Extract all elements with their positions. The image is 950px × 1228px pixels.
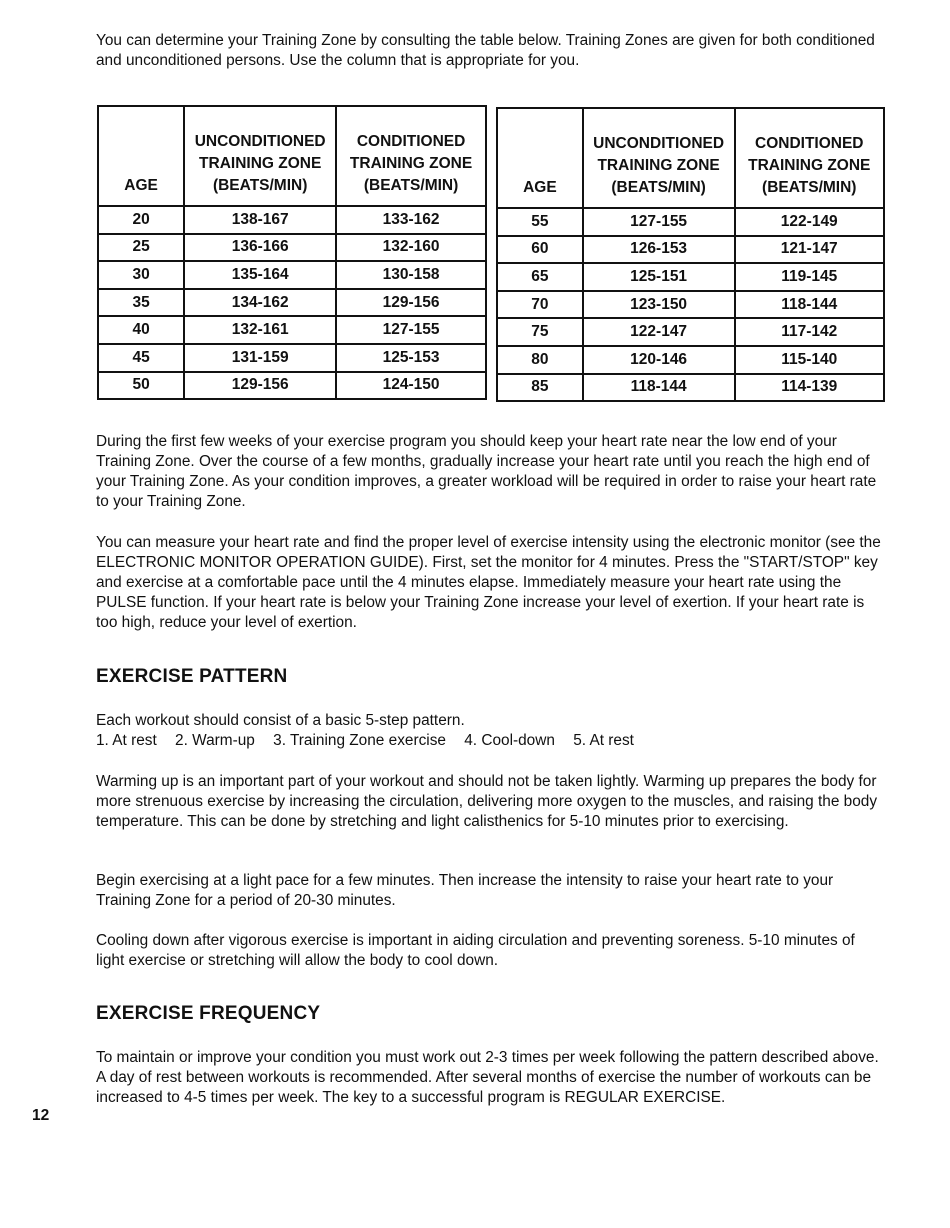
unconditioned-cell: 127-155 <box>583 208 735 236</box>
age-header: AGE <box>98 106 184 206</box>
conditioned-cell: 119-145 <box>735 263 885 291</box>
table-row <box>497 318 884 346</box>
unconditioned-cell: 118-144 <box>583 374 735 402</box>
conditioned-header: CONDITIONED TRAINING ZONE (BEATS/MIN) <box>336 106 486 206</box>
age-cell: 65 <box>497 263 583 291</box>
unconditioned-cell: 131-159 <box>184 344 336 372</box>
training-zone-table-left <box>97 105 487 400</box>
table-row <box>98 344 486 372</box>
measure-paragraph: You can measure your heart rate and find the proper level of exercise intensity using the electronic monitor (see the ELECTRONIC MONITOR OPERATION GUIDE). First, set the monitor for 4 minutes. Press the "START/STOP" key and exercise at a comfortable pace until the 4 minutes elapse. Immediately measure your heart rate using the PULSE function. If your heart rate is below your Training Zone increase your level of exertion. If your heart rate is too high, reduce your level of exertion. <box>96 534 881 631</box>
table-row <box>98 234 486 262</box>
unconditioned-cell: 122-147 <box>583 318 735 346</box>
conditioned-cell: 122-149 <box>735 208 885 236</box>
page-number: 12 <box>32 1107 50 1124</box>
table-row <box>497 346 884 374</box>
unconditioned-cell: 132-161 <box>184 316 336 344</box>
pattern-step: 1. At rest <box>96 732 157 749</box>
table-row <box>497 208 884 236</box>
table-row <box>98 372 486 400</box>
age-cell: 55 <box>497 208 583 236</box>
conditioned-cell: 129-156 <box>336 289 486 317</box>
conditioned-cell: 117-142 <box>735 318 885 346</box>
first-weeks-paragraph: During the first few weeks of your exercise program you should keep your heart rate near the low end of your Training Zone. Over the course of a few months, gradually increase your heart rate until you reach the high end of your Training Zone. As your condition improves, a greater workload will be required in order to raise your heart rate to your Training Zone. <box>96 433 877 510</box>
table-row <box>497 263 884 291</box>
unconditioned-cell: 138-167 <box>184 206 336 234</box>
table-row <box>497 291 884 319</box>
pattern-step: 3. Training Zone exercise <box>273 732 446 749</box>
conditioned-cell: 133-162 <box>336 206 486 234</box>
exercise-frequency-heading: EXERCISE FREQUENCY <box>96 1003 321 1024</box>
training-zone-table-right <box>496 107 885 402</box>
conditioned-cell: 114-139 <box>735 374 885 402</box>
unconditioned-header: UNCONDITIONED TRAINING ZONE (BEATS/MIN) <box>583 108 735 208</box>
conditioned-cell: 127-155 <box>336 316 486 344</box>
unconditioned-cell: 126-153 <box>583 236 735 264</box>
unconditioned-header: UNCONDITIONED TRAINING ZONE (BEATS/MIN) <box>184 106 336 206</box>
pattern-step: 2. Warm-up <box>175 732 255 749</box>
intro-paragraph: You can determine your Training Zone by consulting the table below. Training Zones are given for both conditioned and unconditioned persons. Use the column that is appropriate for you. <box>96 32 875 69</box>
begin-paragraph: Begin exercising at a light pace for a few minutes. Then increase the intensity to raise your heart rate to your Training Zone for a period of 20-30 minutes. <box>96 872 834 909</box>
conditioned-header: CONDITIONED TRAINING ZONE (BEATS/MIN) <box>735 108 885 208</box>
unconditioned-cell: 134-162 <box>184 289 336 317</box>
table-row <box>98 261 486 289</box>
age-cell: 60 <box>497 236 583 264</box>
unconditioned-cell: 135-164 <box>184 261 336 289</box>
cooldown-paragraph: Cooling down after vigorous exercise is important in aiding circulation and preventing soreness. 5-10 minutes of light exercise or stretching will allow the body to cool down. <box>96 932 855 969</box>
age-cell: 25 <box>98 234 184 262</box>
pattern-step: 4. Cool-down <box>464 732 555 749</box>
table-row <box>98 289 486 317</box>
age-cell: 40 <box>98 316 184 344</box>
age-cell: 35 <box>98 289 184 317</box>
conditioned-cell: 132-160 <box>336 234 486 262</box>
pattern-steps <box>96 731 886 751</box>
unconditioned-cell: 136-166 <box>184 234 336 262</box>
age-cell: 20 <box>98 206 184 234</box>
warmup-paragraph: Warming up is an important part of your workout and should not be taken lightly. Warming up prepares the body for more strenuous exercise by increasing the circulation, delivering more oxygen to the muscles, and raising the body temperature. This can be done by stretching and light calisthenics for 5-10 minutes prior to exercising. <box>96 773 878 830</box>
frequency-paragraph: To maintain or improve your condition you must work out 2-3 times per week following the pattern described above. A day of rest between workouts is recommended. After several months of exercise the number of workouts can be increased to 4-5 times per week. The key to a successful program is REGULAR EXERCISE. <box>96 1049 879 1106</box>
table-row <box>98 316 486 344</box>
conditioned-cell: 124-150 <box>336 372 486 400</box>
pattern-step: 5. At rest <box>573 732 634 749</box>
age-cell: 85 <box>497 374 583 402</box>
table-row <box>98 206 486 234</box>
conditioned-cell: 125-153 <box>336 344 486 372</box>
age-cell: 80 <box>497 346 583 374</box>
age-cell: 70 <box>497 291 583 319</box>
unconditioned-cell: 123-150 <box>583 291 735 319</box>
table-row <box>497 374 884 402</box>
unconditioned-cell: 125-151 <box>583 263 735 291</box>
conditioned-cell: 130-158 <box>336 261 486 289</box>
pattern-intro: Each workout should consist of a basic 5-step pattern. <box>96 712 465 729</box>
conditioned-cell: 118-144 <box>735 291 885 319</box>
table-row <box>497 236 884 264</box>
age-cell: 75 <box>497 318 583 346</box>
exercise-pattern-heading: EXERCISE PATTERN <box>96 666 288 687</box>
age-cell: 45 <box>98 344 184 372</box>
conditioned-cell: 115-140 <box>735 346 885 374</box>
unconditioned-cell: 120-146 <box>583 346 735 374</box>
unconditioned-cell: 129-156 <box>184 372 336 400</box>
age-cell: 30 <box>98 261 184 289</box>
conditioned-cell: 121-147 <box>735 236 885 264</box>
age-header: AGE <box>497 108 583 208</box>
age-cell: 50 <box>98 372 184 400</box>
